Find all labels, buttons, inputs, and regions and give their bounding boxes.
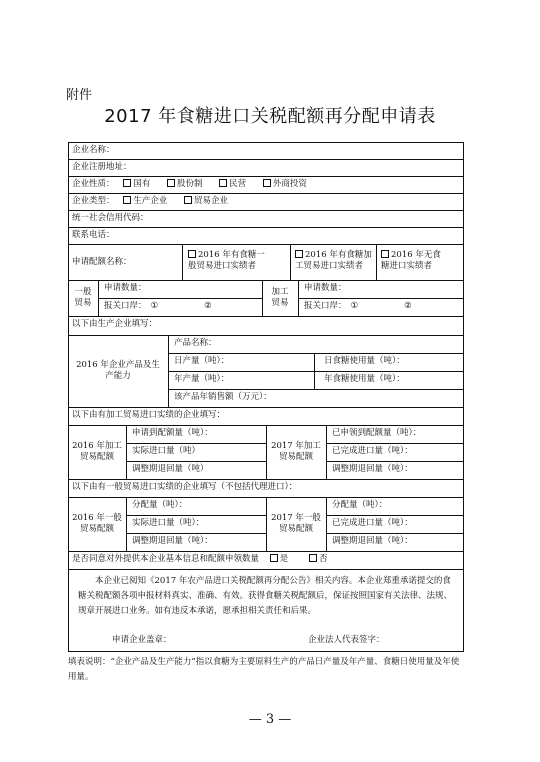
checkbox-icon xyxy=(263,179,271,187)
consent-question: 是否同意对外提供本企业基本信息和配额申领数量 xyxy=(72,554,260,564)
checkbox-icon xyxy=(219,179,227,187)
consent-yes-option[interactable]: 是 xyxy=(270,554,289,565)
company-type-row xyxy=(72,196,228,207)
general-trade-label: 一般 贸易 xyxy=(74,287,92,308)
general-2017-label: 2017 年一般 贸易配额 xyxy=(271,513,321,534)
type-option-trading[interactable]: 贸易企业 xyxy=(184,196,228,207)
annual-sales-label: 该产品年销售额（万元）： xyxy=(174,392,272,402)
consent-row xyxy=(72,554,327,565)
general-right-item: 已完成进口量（吨）： xyxy=(332,518,413,528)
annual-sugar-label: 年食糖使用量（吨）： xyxy=(324,374,405,384)
general-left-item: 分配量（吨）： xyxy=(132,500,188,510)
signature-label: 企业法人代表签字： xyxy=(308,635,385,645)
quota-name-label: 申请配额名称： xyxy=(72,257,132,267)
processing-trade-label: 加工 贸易 xyxy=(271,287,289,308)
checkbox-icon xyxy=(123,196,131,204)
production-section-header: 以下由生产企业填写： xyxy=(72,319,158,329)
seal-label: 申请企业盖章： xyxy=(112,635,172,645)
company-type-label: 企业类型： xyxy=(72,196,115,206)
type-option-production[interactable]: 生产企业 xyxy=(123,196,167,207)
general-right-item: 分配量（吨）： xyxy=(332,500,388,510)
company-name-label: 企业名称： xyxy=(72,145,115,155)
checkbox-icon xyxy=(188,250,196,258)
nature-option-state[interactable]: 国有 xyxy=(123,179,150,190)
general-port-row: 报关口岸： ① ② xyxy=(104,301,212,311)
processing-section-header: 以下由有加工贸易进口实绩的企业填写： xyxy=(72,410,226,420)
quota-option-none[interactable]: 2016 年无食 糖进口实绩者 xyxy=(381,250,441,271)
general-right-item: 调整期退回量（吨）： xyxy=(332,536,413,546)
quota-option-general[interactable]: 2016 年有食糖一 般贸易进口实绩者 xyxy=(188,250,265,271)
general-section-header: 以下由有一般贸易进口实绩的企业填写（不包括代理进口）： xyxy=(72,482,298,492)
nature-option-foreign[interactable]: 外商投资 xyxy=(263,179,307,190)
application-form-table xyxy=(68,142,464,652)
general-apply-qty-label: 申请数量： xyxy=(104,283,147,293)
general-left-item: 调整期退回量（吨）： xyxy=(132,536,213,546)
fill-in-note: 填表说明：“企业产品及生产能力”指以食糖为主要原料生产的产品日产量及年产量、食糖日使用量及年使用量。 xyxy=(68,657,460,682)
product-name-label: 产品名称： xyxy=(174,338,217,348)
phone-label: 联系电话： xyxy=(72,230,115,240)
checkbox-icon xyxy=(270,554,278,562)
processing-right-item: 调整期退回量（吨）： xyxy=(332,464,413,474)
processing-apply-qty-label: 申请数量： xyxy=(304,283,347,293)
consent-no-option[interactable]: 否 xyxy=(309,554,328,565)
credit-code-label: 统一社会信用代码： xyxy=(72,213,149,223)
general-left-item: 实际进口量（吨）： xyxy=(132,518,205,528)
processing-right-item: 已完成进口量（吨）： xyxy=(332,446,413,456)
checkbox-icon xyxy=(167,179,175,187)
nature-option-private[interactable]: 民营 xyxy=(219,179,246,190)
production-capacity-label: 2016 年企业产品及生 产能力 xyxy=(76,360,160,381)
annual-output-label: 年产量（吨）： xyxy=(174,374,230,384)
daily-output-label: 日产量（吨）： xyxy=(174,356,230,366)
declaration-text: 本企业已阅知《2017 年农产品进口关税配额再分配公告》相关内容。本企业郑重承诺提交的食糖关税配额各项申报材料真实、准确、有效。获得食糖关税配额后，保证按照国家有关法律、法规、规章开展进口业务。如有违反本承诺，愿承担相关责任和后果。 xyxy=(78,576,453,616)
nature-option-joint-stock[interactable]: 股份制 xyxy=(167,179,203,190)
table-bottom-rule xyxy=(68,651,464,652)
processing-left-item: 申请到配额量（吨）： xyxy=(132,428,213,438)
checkbox-icon xyxy=(309,554,317,562)
checkbox-icon xyxy=(381,250,389,258)
quota-option-processing[interactable]: 2016 年有食糖加 工贸易进口实绩者 xyxy=(295,250,372,271)
processing-left-item: 调整期退回量（吨） xyxy=(132,464,209,474)
daily-sugar-label: 日食糖使用量（吨）： xyxy=(324,356,405,366)
address-label: 企业注册地址： xyxy=(72,162,132,172)
processing-2017-label: 2017 年加工 贸易配额 xyxy=(271,441,321,462)
processing-left-item: 实际进口量（吨） xyxy=(132,446,201,456)
form-title: 2017 年食糖进口关税配额再分配申请表 xyxy=(104,106,436,127)
checkbox-icon xyxy=(123,179,131,187)
checkbox-icon xyxy=(295,250,303,258)
attachment-label: 附件 xyxy=(66,88,93,103)
company-nature-row xyxy=(72,179,307,190)
processing-2016-label: 2016 年加工 贸易配额 xyxy=(72,441,122,462)
checkbox-icon xyxy=(184,196,192,204)
general-2016-label: 2016 年一般 贸易配额 xyxy=(72,513,122,534)
company-nature-label: 企业性质： xyxy=(72,179,115,189)
processing-right-item: 已申领到配额量（吨）： xyxy=(332,428,422,438)
processing-port-row: 报关口岸： ① ② xyxy=(304,301,412,311)
page-number: — 3 — xyxy=(248,712,292,727)
